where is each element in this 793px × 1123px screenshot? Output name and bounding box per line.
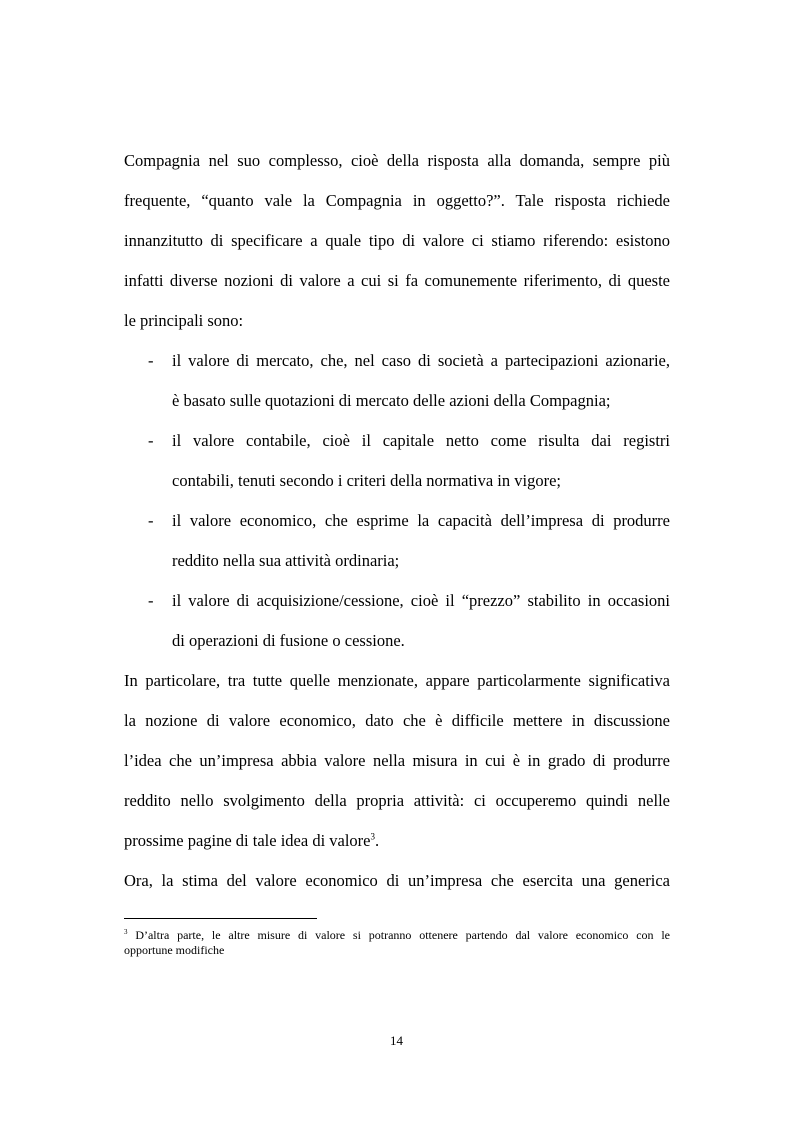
list-item-line: il valore di acquisizione/cessione, cioè il “prezzo” stabilito in occasioni	[172, 591, 670, 610]
paragraph-line: Ora, la stima del valore economico di un’impresa che esercita una generica	[124, 871, 670, 890]
list-item-line: di operazioni di fusione o cessione.	[172, 631, 405, 650]
footnote-text: D’altra parte, le altre misure di valore si potranno ottenere partendo dal valore economico con le	[127, 928, 670, 942]
footnote-separator	[124, 918, 317, 919]
footnote-line: opportune modifiche	[124, 943, 225, 957]
bullet-dash: -	[148, 431, 154, 450]
footnote-marker: 3	[124, 928, 128, 936]
paragraph-line-text: prossime pagine di tale idea di valore	[124, 831, 371, 850]
paragraph-line	[124, 831, 670, 851]
paragraph-line: frequente, “quanto vale la Compagnia in oggetto?”. Tale risposta richiede	[124, 191, 670, 210]
paragraph-line: In particolare, tra tutte quelle menzionate, appare particolarmente significativa	[124, 671, 670, 690]
page-number: 14	[390, 1033, 403, 1048]
paragraph-line: le principali sono:	[124, 311, 244, 330]
bullet-dash: -	[148, 351, 154, 370]
paragraph-line: reddito nello svolgimento della propria attività: ci occuperemo quindi nelle	[124, 791, 670, 810]
list-item-line: il valore contabile, cioè il capitale netto come risulta dai registri	[172, 431, 670, 450]
list-item-line: contabili, tenuti secondo i criteri della normativa in vigore;	[172, 471, 562, 490]
paragraph-line-tail: .	[375, 831, 380, 850]
bullet-dash: -	[148, 511, 154, 530]
list-item-line: il valore economico, che esprime la capacità dell’impresa di produrre	[172, 511, 670, 530]
footnote-reference[interactable]: 3	[370, 831, 376, 842]
bullet-dash: -	[148, 591, 154, 610]
paragraph-line: infatti diverse nozioni di valore a cui si fa comunemente riferimento, di queste	[124, 271, 670, 290]
list-item-line: reddito nella sua attività ordinaria;	[172, 551, 400, 570]
paragraph-line: la nozione di valore economico, dato che è difficile mettere in discussione	[124, 711, 670, 730]
paragraph-line: l’idea che un’impresa abbia valore nella misura in cui è in grado di produrre	[124, 751, 670, 770]
paragraph-line: innanzitutto di specificare a quale tipo di valore ci stiamo riferendo: esistono	[124, 231, 670, 250]
paragraph-line: Compagnia nel suo complesso, cioè della risposta alla domanda, sempre più	[124, 151, 670, 170]
list-item-line: è basato sulle quotazioni di mercato delle azioni della Compagnia;	[172, 391, 611, 410]
footnote-line	[124, 928, 670, 943]
list-item-line: il valore di mercato, che, nel caso di società a partecipazioni azionarie,	[172, 351, 670, 370]
